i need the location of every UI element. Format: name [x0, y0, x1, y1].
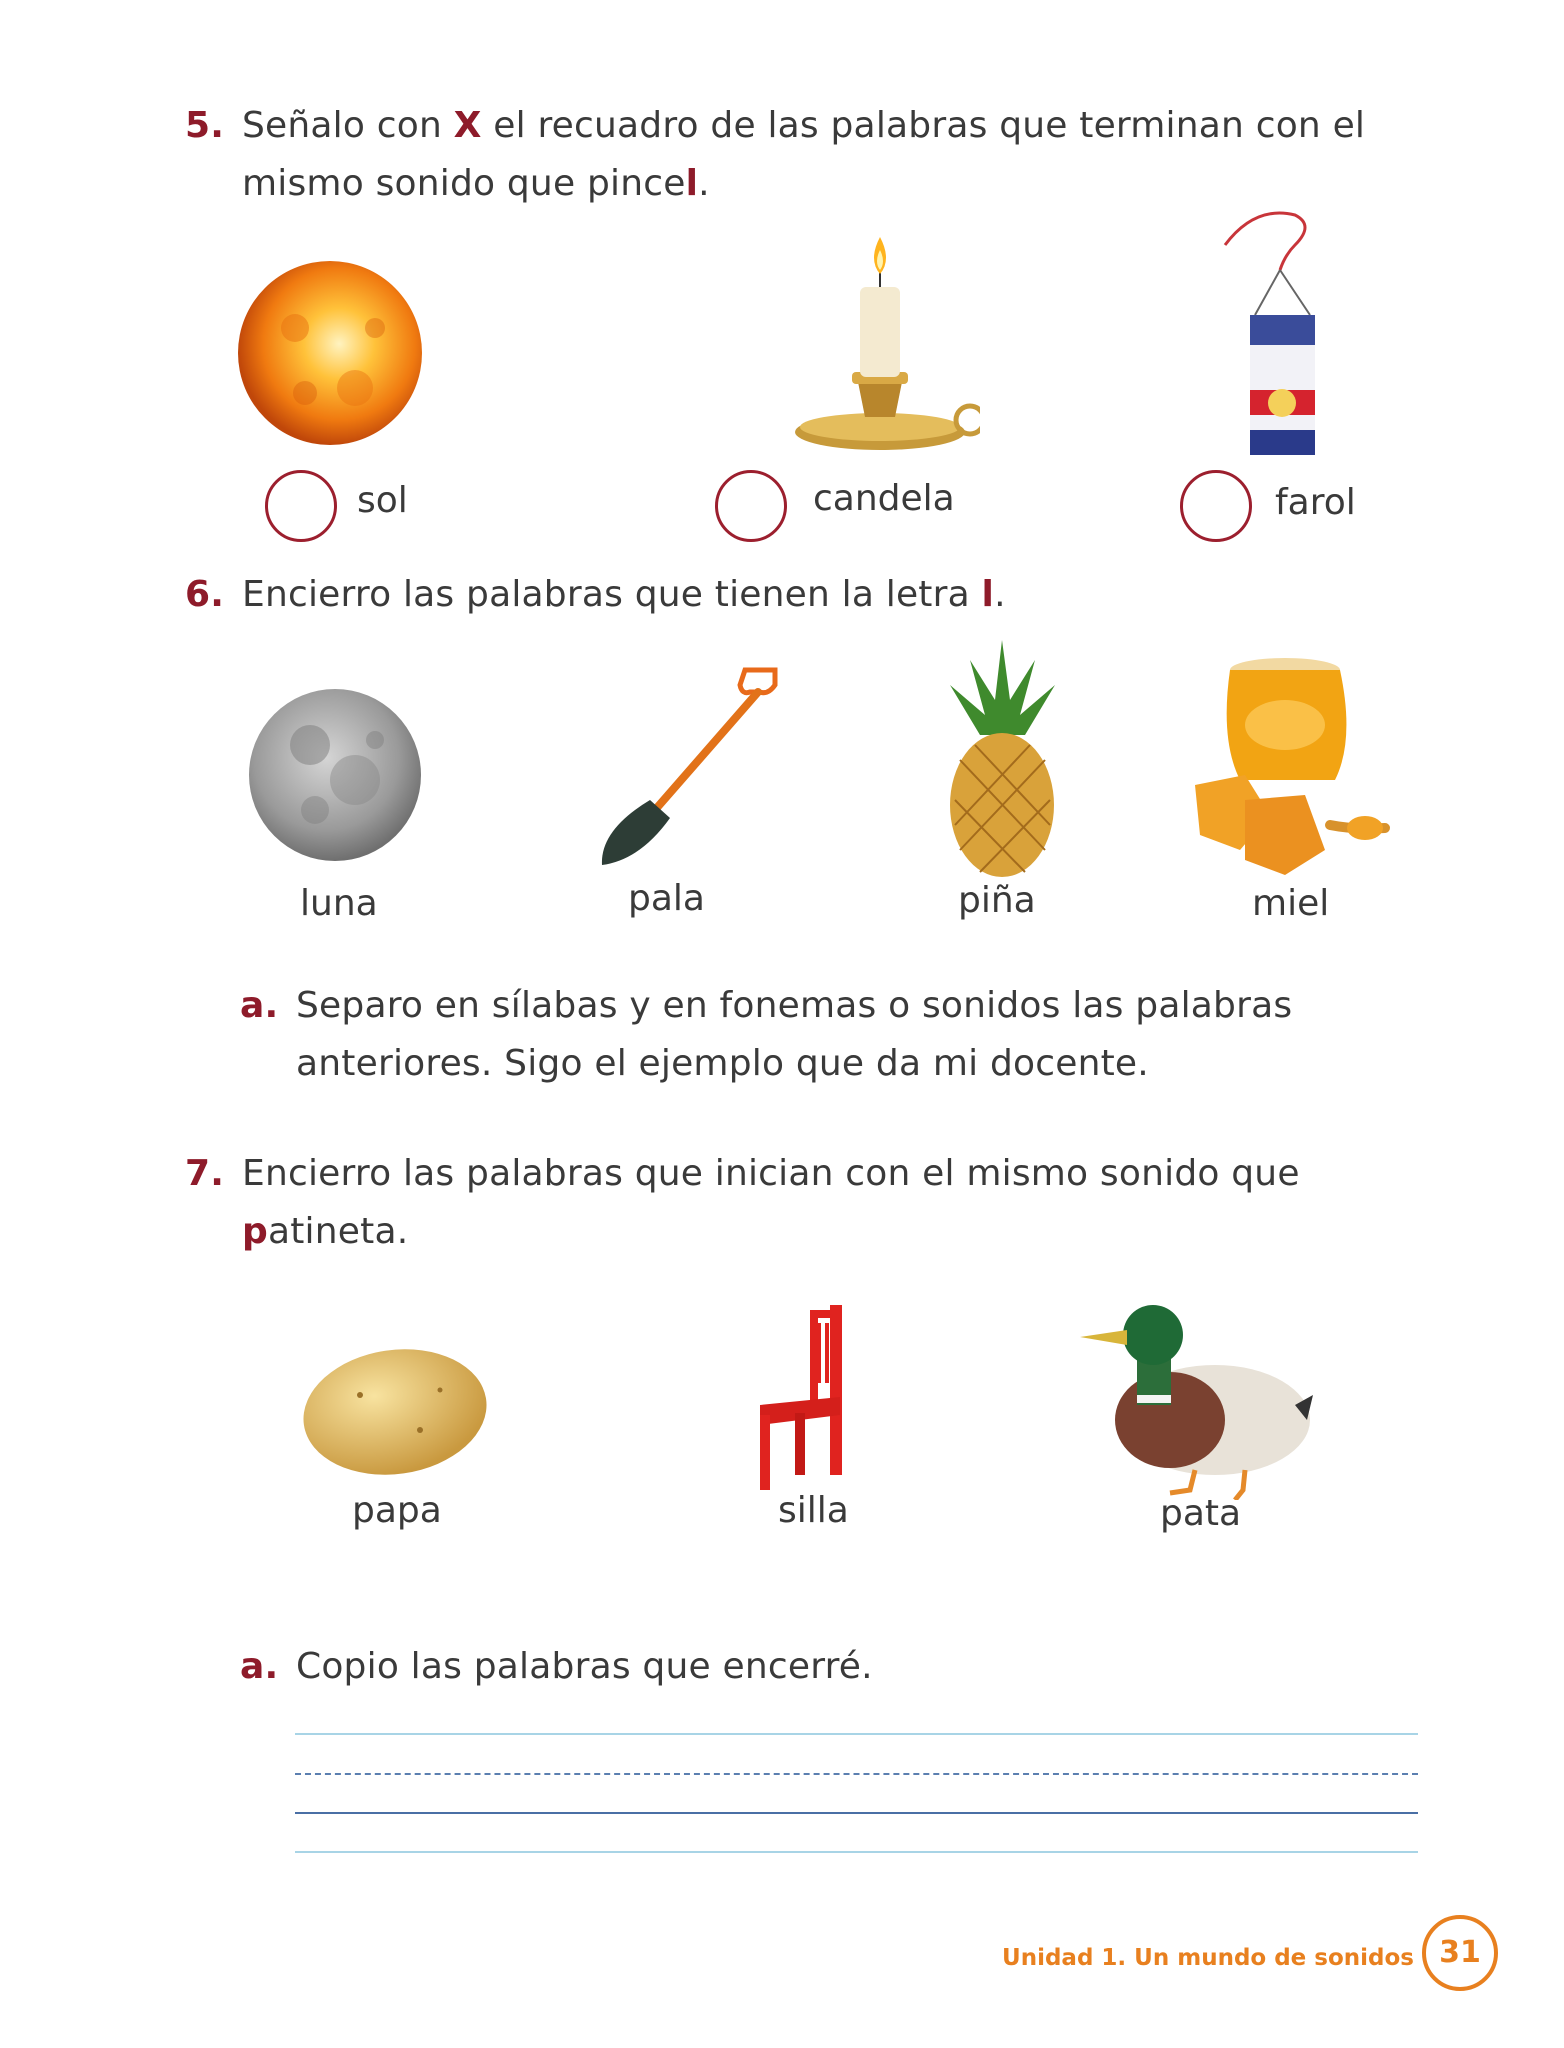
chair-icon	[755, 1305, 870, 1490]
sun-icon	[235, 258, 425, 448]
word-label: pala	[628, 878, 705, 919]
word-label: farol	[1275, 482, 1356, 523]
answer-circle-sol[interactable]	[265, 470, 337, 542]
question-5: 5. Señalo con X el recuadro de las palabras que terminan con el mismo sonido que pincel.	[185, 97, 1385, 213]
footer-unit-title: Unidad 1. Un mundo de sonidos	[1002, 1945, 1414, 1971]
question-letter: a.	[240, 1646, 279, 1687]
question-6: 6. Encierro las palabras que tienen la letra l.	[185, 566, 1006, 624]
writing-guide-line	[295, 1773, 1418, 1775]
answer-circle-farol[interactable]	[1180, 470, 1252, 542]
word-label: papa	[352, 1490, 442, 1531]
page-number: 31	[1422, 1915, 1498, 1991]
candle-icon	[790, 232, 980, 472]
question-6a: a. Separo en sílabas y en fonemas o sonidos las palabras anteriores. Sigo el ejemplo que da mi docente.	[240, 977, 1340, 1093]
word-label: pata	[1160, 1493, 1242, 1534]
question-letter: a.	[240, 985, 279, 1026]
word-label: silla	[778, 1490, 849, 1531]
moon-icon	[245, 685, 425, 865]
question-number: 5.	[185, 105, 225, 146]
question-number: 6.	[185, 574, 225, 615]
potato-icon	[300, 1340, 490, 1480]
lantern-icon	[1215, 205, 1345, 470]
shovel-icon	[590, 660, 790, 870]
word-label: sol	[357, 480, 408, 521]
question-number: 7.	[185, 1153, 225, 1194]
duck-icon	[1075, 1295, 1315, 1500]
writing-guide-line	[295, 1851, 1418, 1853]
word-label: candela	[813, 478, 955, 519]
answer-circle-candela[interactable]	[715, 470, 787, 542]
writing-base-line	[295, 1812, 1418, 1814]
word-label: piña	[958, 880, 1036, 921]
word-label: luna	[300, 883, 378, 924]
question-7: 7. Encierro las palabras que inician con el mismo sonido que patineta.	[185, 1145, 1385, 1261]
question-7a: a. Copio las palabras que encerré.	[240, 1638, 873, 1696]
pineapple-icon	[945, 640, 1060, 880]
word-label: miel	[1252, 883, 1330, 924]
honey-icon	[1185, 650, 1400, 880]
writing-guide-line	[295, 1733, 1418, 1735]
